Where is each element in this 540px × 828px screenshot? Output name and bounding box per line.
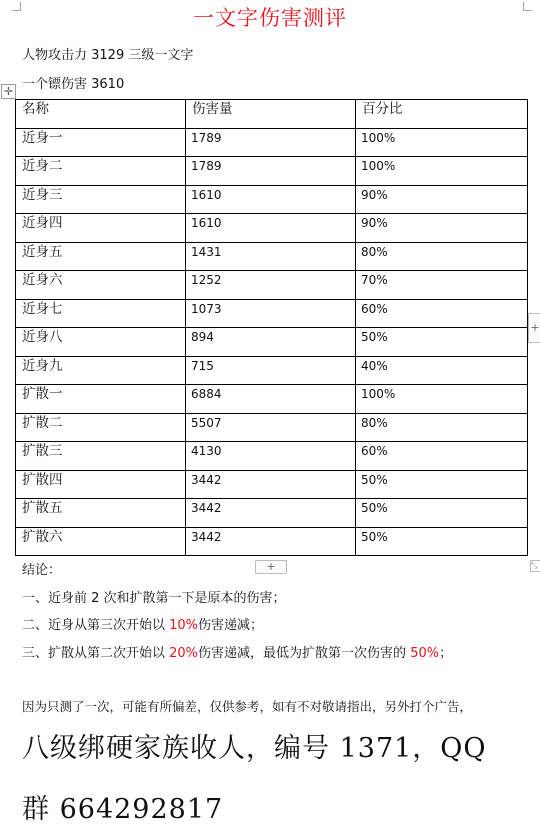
- row-percent-cell: 90%: [356, 185, 528, 214]
- row-percent-cell: 100%: [356, 128, 528, 157]
- table-row: [16, 185, 528, 214]
- table-row: [16, 128, 528, 157]
- ad-line-2: 群 664292817: [22, 794, 224, 825]
- row-name-cell: 扩散六: [16, 527, 186, 556]
- row-damage-cell: 894: [186, 328, 356, 357]
- row-name-cell: 扩散五: [16, 499, 186, 528]
- conclusion-item-3-floor: 50%: [410, 646, 440, 661]
- table-row: [16, 413, 528, 442]
- damage-table: [15, 99, 528, 556]
- header-name: 名称: [16, 100, 186, 129]
- table-header-row: [16, 100, 528, 129]
- row-percent-cell: 100%: [356, 157, 528, 186]
- table-row: [16, 385, 528, 414]
- row-percent-cell: 70%: [356, 271, 528, 300]
- row-name-cell: 近身四: [16, 214, 186, 243]
- row-name-cell: 近身六: [16, 271, 186, 300]
- conclusion-label: 结论：: [22, 563, 62, 578]
- row-damage-cell: 4130: [186, 442, 356, 471]
- row-damage-cell: 1073: [186, 299, 356, 328]
- row-damage-cell: 3442: [186, 499, 356, 528]
- row-percent-cell: 50%: [356, 527, 528, 556]
- attack-power-line: 人物攻击力 3129 三级一文字: [22, 48, 194, 63]
- row-name-cell: 近身一: [16, 128, 186, 157]
- row-percent-cell: 80%: [356, 242, 528, 271]
- row-damage-cell: 1610: [186, 185, 356, 214]
- row-damage-cell: 1789: [186, 128, 356, 157]
- ad-line-1: 八级绑硬家族收人，编号 1371，QQ: [22, 733, 487, 764]
- row-damage-cell: 5507: [186, 413, 356, 442]
- row-name-cell: 近身五: [16, 242, 186, 271]
- header-damage: 伤害量: [186, 100, 356, 129]
- table-row: [16, 442, 528, 471]
- conclusion-item-2: [22, 614, 263, 633]
- table-row: [16, 499, 528, 528]
- table-row: [16, 299, 528, 328]
- conclusion-item-3-rate: 20%: [169, 646, 199, 661]
- row-name-cell: 近身三: [16, 185, 186, 214]
- row-percent-cell: 60%: [356, 299, 528, 328]
- row-name-cell: 扩散二: [16, 413, 186, 442]
- table-row: [16, 157, 528, 186]
- row-damage-cell: 1610: [186, 214, 356, 243]
- conclusion-item-2-pre: 二、近身从第三次开始以: [22, 618, 170, 633]
- row-name-cell: 近身二: [16, 157, 186, 186]
- row-percent-cell: 100%: [356, 385, 528, 414]
- row-name-cell: 近身八: [16, 328, 186, 357]
- row-name-cell: 扩散四: [16, 470, 186, 499]
- row-damage-cell: 715: [186, 356, 356, 385]
- row-percent-cell: 50%: [356, 470, 528, 499]
- table-row: [16, 271, 528, 300]
- table-row: [16, 356, 528, 385]
- row-percent-cell: 50%: [356, 328, 528, 357]
- table-row: [16, 328, 528, 357]
- conclusion-item-2-rate: 10%: [169, 618, 199, 633]
- row-damage-cell: 6884: [186, 385, 356, 414]
- row-damage-cell: 3442: [186, 527, 356, 556]
- row-damage-cell: 1789: [186, 157, 356, 186]
- row-percent-cell: 60%: [356, 442, 528, 471]
- row-damage-cell: 3442: [186, 470, 356, 499]
- table-row: [16, 527, 528, 556]
- conclusion-item-2-post: 伤害递减；: [198, 618, 264, 633]
- row-percent-cell: 80%: [356, 413, 528, 442]
- row-percent-cell: 40%: [356, 356, 528, 385]
- row-damage-cell: 1252: [186, 271, 356, 300]
- table-row: [16, 470, 528, 499]
- table-resize-handle[interactable]: ⤡: [530, 560, 540, 572]
- conclusion-item-3-mid: 伤害递减，最低为扩散第一次伤害的: [198, 646, 411, 661]
- document-title: 一文字伤害测评: [193, 6, 347, 30]
- conclusion-item-3-pre: 三、扩散从第二次开始以: [22, 646, 170, 661]
- add-row-button[interactable]: +: [255, 560, 287, 574]
- row-damage-cell: 1431: [186, 242, 356, 271]
- table-move-handle[interactable]: ✛: [1, 84, 16, 99]
- row-name-cell: 扩散一: [16, 385, 186, 414]
- disclaimer-text: 因为只测了一次，可能有所偏差，仅供参考，如有不对敬请指出，另外打个广告，: [22, 699, 473, 714]
- row-percent-cell: 50%: [356, 499, 528, 528]
- conclusion-item-1: 一、近身前 2 次和扩散第一下是原本的伤害；: [22, 591, 286, 606]
- row-name-cell: 近身九: [16, 356, 186, 385]
- row-percent-cell: 90%: [356, 214, 528, 243]
- row-name-cell: 近身七: [16, 299, 186, 328]
- conclusion-item-3-post: ；: [439, 646, 453, 661]
- table-row: [16, 242, 528, 271]
- row-name-cell: 扩散三: [16, 442, 186, 471]
- add-column-button[interactable]: +: [528, 313, 540, 343]
- dart-damage-line: 一个镖伤害 3610: [22, 77, 125, 92]
- table-row: [16, 214, 528, 243]
- header-percent: 百分比: [356, 100, 528, 129]
- conclusion-item-3: [22, 642, 452, 661]
